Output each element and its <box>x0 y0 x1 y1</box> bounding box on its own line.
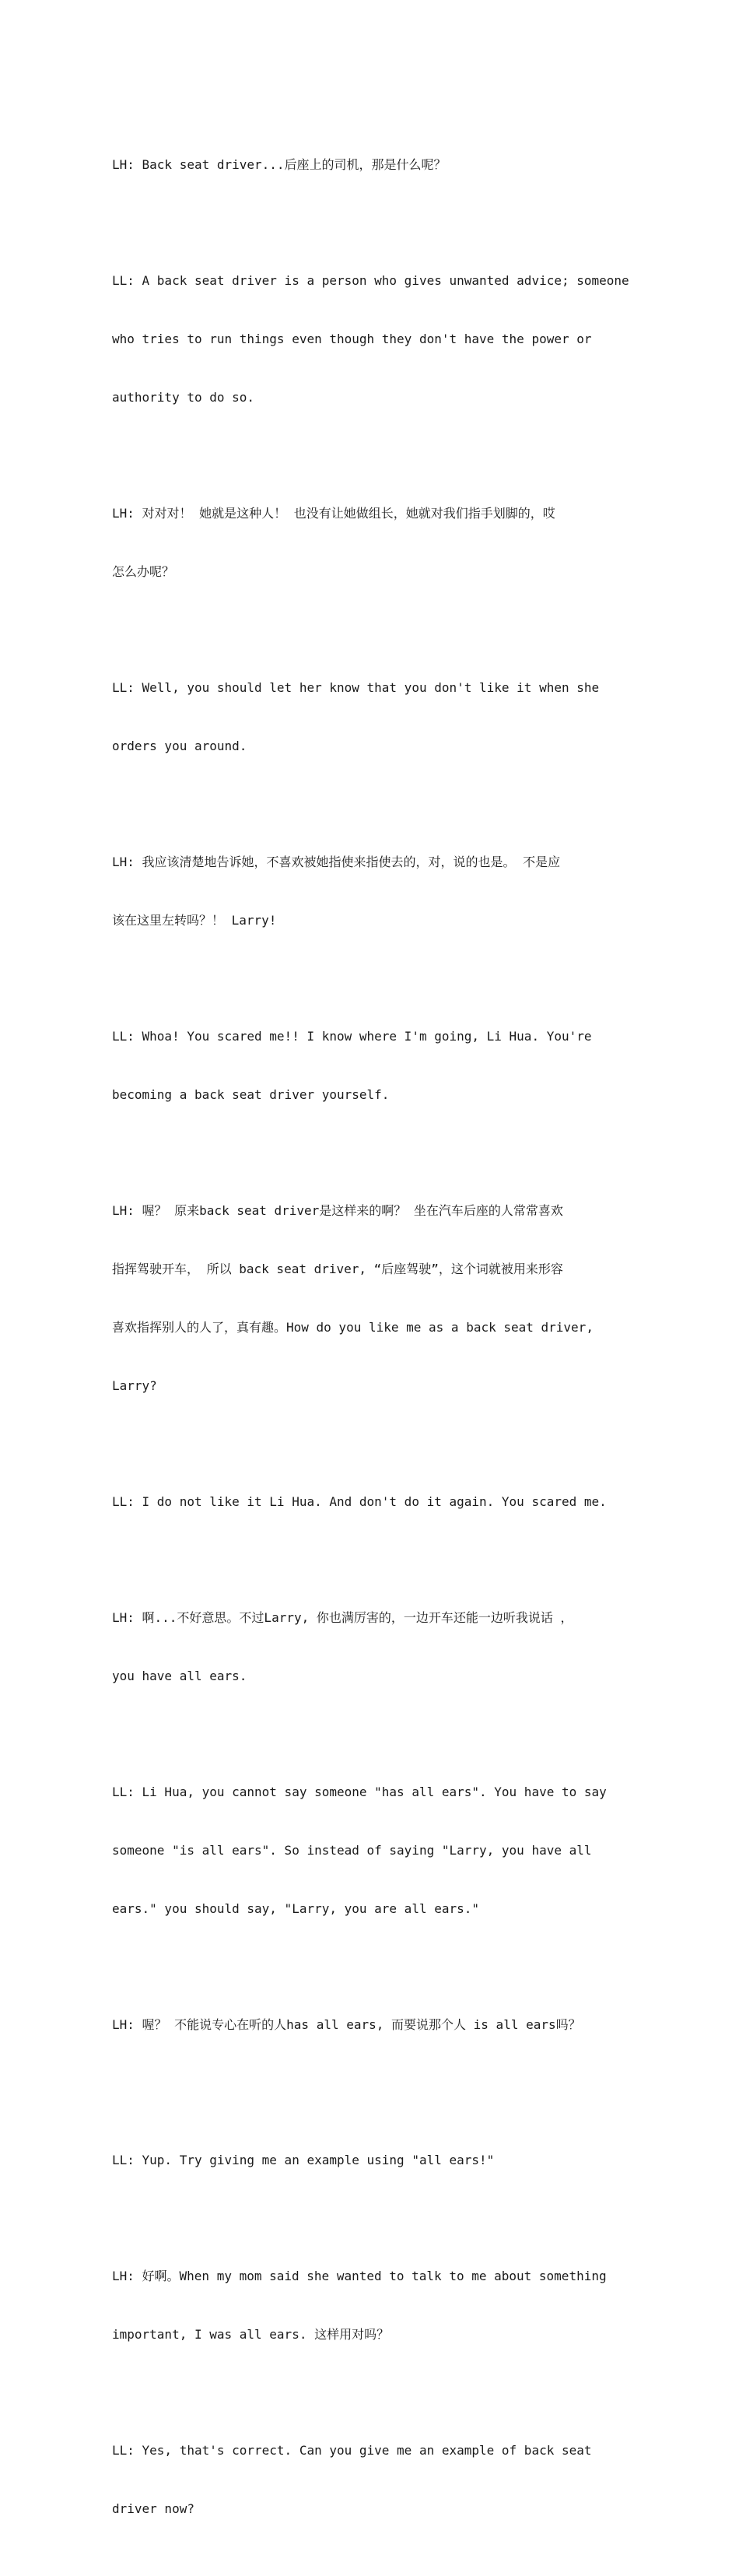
dialogue-line: LH: 对对对！ 她就是这种人！ 也没有让她做组长，她就对我们指手划脚的，哎 <box>112 506 555 521</box>
dialogue-line: orders you around. <box>112 739 247 753</box>
dialogue-paragraph <box>112 1453 649 1550</box>
dialogue-line: LH: 好啊。When my mom said she wanted to talk to me about something <box>112 2269 607 2283</box>
dialogue-line: LH: 喔？ 不能说专心在听的人has all ears, 而要说那个人 is all ears吗？ <box>112 2017 581 2032</box>
dialogue-line: you have all ears. <box>112 1669 247 1683</box>
dialogue-paragraph <box>112 232 649 446</box>
dialogue-paragraph <box>112 988 649 1143</box>
dialogue-line: driver now? <box>112 2501 194 2516</box>
dialogue-line: 该在这里左转吗？！ Larry! <box>112 913 277 928</box>
dialogue-line: becoming a back seat driver yourself. <box>112 1087 390 1102</box>
dialogue-line: LL: Yes, that's correct. Can you give me an example of back seat <box>112 2443 592 2458</box>
dialogue-line: someone "is all ears". So instead of saying "Larry, you have all <box>112 1843 592 1858</box>
dialogue-line: LH: 啊...不好意思。不过Larry, 你也满厉害的，一边开车还能一边听我说话 ， <box>112 1610 573 1625</box>
dialogue-paragraph <box>112 1743 649 1957</box>
dialogue-paragraph <box>112 2227 649 2383</box>
dialogue-line: LH: 我应该清楚地告诉她，不喜欢被她指使来指使去的，对，说的也是。 不是应 <box>112 855 561 869</box>
dialogue-line: Larry? <box>112 1378 157 1393</box>
document-page <box>112 116 649 2576</box>
dialogue-line: authority to do so. <box>112 390 255 405</box>
dialogue-paragraph <box>112 465 649 620</box>
dialogue-line: ears." you should say, "Larry, you are all ears." <box>112 1901 480 1916</box>
dialogue-paragraph <box>112 2111 649 2209</box>
dialogue-line: LL: Whoa! You scared me!! I know where I'm going, Li Hua. You're <box>112 1029 592 1044</box>
dialogue-paragraph <box>112 2402 649 2557</box>
dialogue-line: LL: I do not like it Li Hua. And don't do it again. You scared me. <box>112 1494 607 1509</box>
dialogue-paragraph <box>112 1976 649 2073</box>
dialogue-line: LL: A back seat driver is a person who gives unwanted advice; someone <box>112 273 629 288</box>
dialogue-line: LL: Well, you should let her know that you don't like it when she <box>112 680 600 695</box>
dialogue-paragraph <box>112 813 649 969</box>
dialogue-line: LL: Li Hua, you cannot say someone "has all ears". You have to say <box>112 1785 607 1799</box>
dialogue-line: LH: Back seat driver...后座上的司机，那是什么呢？ <box>112 157 447 172</box>
dialogue-line: LH: 喔？ 原来back seat driver是这样来的啊？ 坐在汽车后座的人常常喜欢 <box>112 1203 563 1218</box>
dialogue-line: 喜欢指挥别人的人了，真有趣。How do you like me as a back seat driver, <box>112 1320 594 1335</box>
dialogue-paragraph <box>112 639 649 795</box>
dialogue-line: 怎么办呢？ <box>112 564 175 579</box>
dialogue-paragraph <box>112 1162 649 1434</box>
dialogue-line: important, I was all ears. 这样用对吗？ <box>112 2327 390 2342</box>
dialogue-paragraph <box>112 1569 649 1725</box>
dialogue-line: 指挥驾驶开车， 所以 back seat driver, “后座驾驶”，这个词就被用来形容 <box>112 1262 563 1276</box>
dialogue-paragraph <box>112 116 649 213</box>
dialogue-line: LL: Yup. Try giving me an example using "all ears!" <box>112 2153 495 2167</box>
dialogue-line: who tries to run things even though they don't have the power or <box>112 332 592 346</box>
